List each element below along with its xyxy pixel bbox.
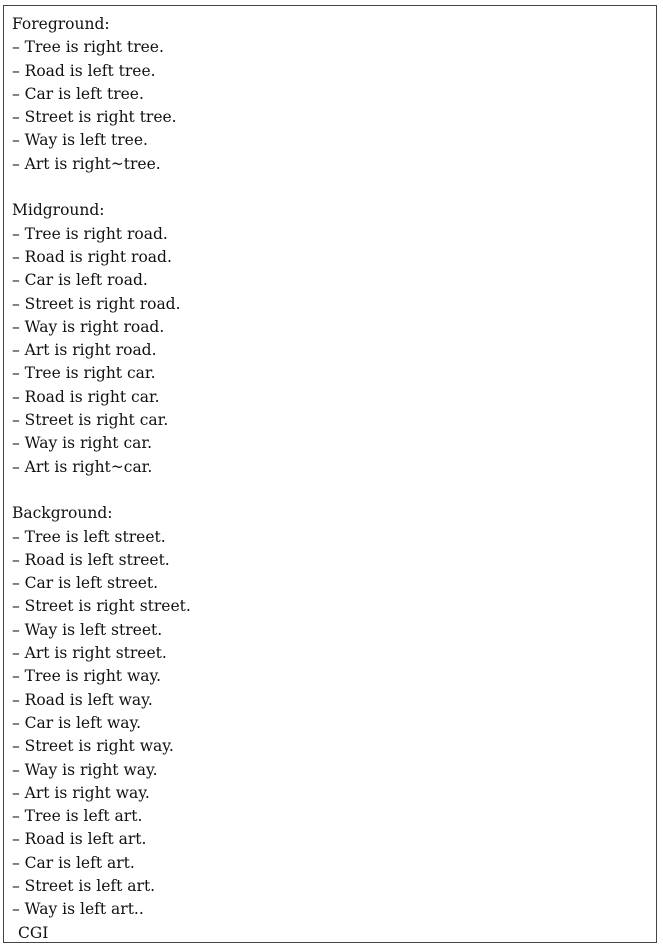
list-item: – Road is right road. xyxy=(12,247,172,266)
list-item: – Tree is left art. xyxy=(12,807,143,826)
list-item: – Way is left street. xyxy=(12,620,163,639)
list-item: – Car is left way. xyxy=(12,713,142,732)
list-item: – Street is right tree. xyxy=(12,108,177,127)
list-item: – Way is right road. xyxy=(12,317,165,336)
list-item: – Street is right car. xyxy=(12,411,169,430)
list-item: – Car is left road. xyxy=(12,271,148,290)
section-heading: Background: xyxy=(12,504,113,523)
list-item: – Way is right car. xyxy=(12,434,153,453)
list-item: – Way is left art.. xyxy=(12,900,144,919)
section-background xyxy=(12,502,650,921)
list-item: – Art is right street. xyxy=(12,644,167,663)
list-item: – Car is left tree. xyxy=(12,84,144,103)
list-item: – Art is right~car. xyxy=(12,457,153,476)
list-item: – Road is left tree. xyxy=(12,61,156,80)
list-item: – Road is left art. xyxy=(12,830,147,849)
list-item: – Way is right way. xyxy=(12,760,158,779)
list-item: – Street is right street. xyxy=(12,597,191,616)
list-item: – Street is right way. xyxy=(12,737,174,756)
list-item: – Street is right road. xyxy=(12,294,181,313)
list-item: – Road is left way. xyxy=(12,690,153,709)
list-item: – Road is right car. xyxy=(12,387,160,406)
list-item: – Art is right~tree. xyxy=(12,154,161,173)
document-frame xyxy=(3,5,657,943)
footer-label: CGI xyxy=(18,923,49,942)
section-midground xyxy=(12,199,650,479)
section-heading: Foreground: xyxy=(12,15,110,33)
section-heading: Midground: xyxy=(12,201,105,220)
document-content xyxy=(12,13,650,945)
list-item: – Road is left street. xyxy=(12,550,170,569)
list-item: – Tree is right car. xyxy=(12,364,156,383)
list-item: – Tree is right tree. xyxy=(12,38,164,57)
list-item: – Tree is right road. xyxy=(12,224,168,243)
section-foreground xyxy=(12,13,650,176)
list-item: – Way is left tree. xyxy=(12,131,148,150)
list-item: – Tree is left street. xyxy=(12,527,166,546)
list-item: – Street is left art. xyxy=(12,876,156,895)
list-item: – Car is left street. xyxy=(12,574,159,593)
list-item: – Car is left art. xyxy=(12,853,135,872)
list-item: – Art is right way. xyxy=(12,783,150,802)
list-item: – Art is right road. xyxy=(12,341,157,360)
list-item: – Tree is right way. xyxy=(12,667,162,686)
